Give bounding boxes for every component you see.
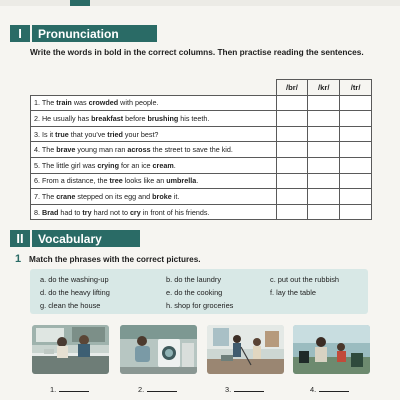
answer-line [147, 385, 177, 392]
picture-3-cleaning [207, 325, 284, 374]
phrase-item: e. do the cooking [166, 288, 223, 297]
bold-word: crane [56, 191, 76, 201]
pronunciation-instruction: Write the words in bold in the correct columns. Then practise reading the sentences. [30, 47, 364, 57]
answer-cell[interactable] [276, 189, 308, 205]
sentence-text: looks like an [122, 176, 167, 186]
bold-word: cry [129, 207, 141, 217]
answer-cell[interactable] [308, 95, 340, 111]
table-row [31, 95, 372, 111]
bold-word: crowded [88, 98, 119, 108]
table-row [31, 126, 372, 142]
table-row [31, 142, 372, 158]
sentence-cell [31, 157, 277, 173]
answer-cell[interactable] [308, 173, 340, 189]
bold-word: brave [56, 145, 76, 155]
answer-cell[interactable] [308, 204, 340, 220]
section-title: Vocabulary [32, 230, 140, 247]
table-row [31, 173, 372, 189]
bold-word: umbrella [166, 176, 197, 186]
cleaning-scene-image [207, 325, 284, 374]
picture-4-rubbish [293, 325, 370, 374]
bold-word: across [127, 145, 151, 155]
bold-word: tree [109, 176, 123, 186]
answer-cell[interactable] [276, 157, 308, 173]
sentence-text: young man ran [75, 145, 128, 155]
laundry-scene-image [120, 325, 197, 374]
answer-line [319, 385, 349, 392]
phrase-item: c. put out the rubbish [270, 275, 340, 284]
phrase-item: a. do the washing-up [40, 275, 109, 284]
sentence-text: 5. The little girl was [34, 160, 98, 170]
bold-word: true [55, 129, 69, 139]
answer-cell[interactable] [340, 204, 372, 220]
bold-word: crying [97, 160, 119, 170]
sentence-text: in front of his friends. [140, 207, 210, 217]
bold-word: Brad [42, 207, 59, 217]
answer-number: 2. [138, 385, 145, 394]
sentence-cell [31, 189, 277, 205]
table-row [31, 111, 372, 127]
answer-cell[interactable] [340, 95, 372, 111]
answer-blank-1[interactable] [50, 385, 89, 394]
rubbish-scene-image [293, 325, 370, 374]
vocabulary-header [10, 230, 140, 247]
answer-cell[interactable] [308, 142, 340, 158]
phrase-item: d. do the heavy lifting [40, 288, 110, 297]
answer-cell[interactable] [308, 126, 340, 142]
sentence-cell [31, 95, 277, 111]
answer-cell[interactable] [308, 189, 340, 205]
pronunciation-header [10, 25, 157, 42]
sentence-cell [31, 111, 277, 127]
sentence-text: 4. The [34, 145, 57, 155]
top-tab [70, 0, 90, 6]
answer-cell[interactable] [340, 111, 372, 127]
answer-cell[interactable] [340, 173, 372, 189]
sentence-text: 1. The [34, 98, 57, 108]
answer-number: 4. [310, 385, 317, 394]
table-corner [31, 80, 277, 96]
phrase-item: h. shop for groceries [166, 301, 234, 310]
picture-2-laundry [120, 325, 197, 374]
answer-blank-4[interactable] [310, 385, 349, 394]
table-row [31, 157, 372, 173]
sentence-text: with people. [118, 98, 159, 108]
sentence-text: . [196, 176, 199, 186]
answer-cell[interactable] [276, 173, 308, 189]
pronunciation-table [30, 79, 372, 220]
sentence-text: 8. [34, 207, 42, 217]
answer-blank-2[interactable] [138, 385, 177, 394]
bold-word: brushing [147, 113, 179, 123]
bold-word: breakfast [91, 113, 124, 123]
sentence-text: was [71, 98, 89, 108]
task-instruction: Match the phrases with the correct pictures. [29, 254, 201, 264]
sentence-cell [31, 142, 277, 158]
sentence-text: 6. From a distance, the [34, 176, 110, 186]
sentence-cell [31, 204, 277, 220]
sentence-text: 7. The [34, 191, 57, 201]
phrase-item: f. lay the table [270, 288, 317, 297]
table-row [31, 189, 372, 205]
kitchen-scene-image [32, 325, 109, 374]
phrase-box [30, 269, 368, 314]
answer-cell[interactable] [308, 157, 340, 173]
bold-word: broke [152, 191, 172, 201]
column-header: /br/ [276, 80, 308, 96]
sentence-text: 2. He usually has [34, 113, 92, 123]
bold-word: cream [152, 160, 174, 170]
answer-cell[interactable] [340, 189, 372, 205]
sentence-text: that you've [68, 129, 108, 139]
sentence-text: before [123, 113, 148, 123]
answer-cell[interactable] [276, 126, 308, 142]
answer-cell[interactable] [276, 204, 308, 220]
sentence-text: it. [171, 191, 180, 201]
answer-cell[interactable] [340, 157, 372, 173]
sentence-text: hard not to [91, 207, 130, 217]
sentence-text: his teeth. [178, 113, 210, 123]
answer-blank-3[interactable] [225, 385, 264, 394]
sentence-text: for an ice [118, 160, 153, 170]
task-1 [15, 253, 201, 265]
column-header: /tr/ [340, 80, 372, 96]
answer-cell[interactable] [276, 111, 308, 127]
sentence-cell [31, 126, 277, 142]
sentence-text: stepped on its egg and [75, 191, 153, 201]
phrase-item: g. clean the house [40, 301, 101, 310]
answer-cell[interactable] [340, 126, 372, 142]
section-numeral: II [10, 230, 30, 247]
task-number: 1 [15, 253, 22, 265]
sentence-text: had to [58, 207, 83, 217]
sentence-cell [31, 173, 277, 189]
sentence-text: your best? [122, 129, 159, 139]
bold-word: tried [107, 129, 123, 139]
table-header-row [31, 80, 372, 96]
answer-cell[interactable] [308, 111, 340, 127]
table-row [31, 204, 372, 220]
answer-cell[interactable] [276, 95, 308, 111]
section-title: Pronunciation [32, 25, 157, 42]
answer-line [234, 385, 264, 392]
answer-line [59, 385, 89, 392]
answer-number: 3. [225, 385, 232, 394]
section-numeral: I [10, 25, 30, 42]
phrase-item: b. do the laundry [166, 275, 222, 284]
sentence-text: . [173, 160, 176, 170]
top-strip [0, 0, 400, 6]
picture-1-washing-up [32, 325, 109, 374]
bold-word: train [56, 98, 72, 108]
column-header: /kr/ [308, 80, 340, 96]
sentence-text: the street to save the kid. [150, 145, 233, 155]
answer-number: 1. [50, 385, 57, 394]
answer-cell[interactable] [340, 142, 372, 158]
sentence-text: 3. Is it [34, 129, 56, 139]
answer-cell[interactable] [276, 142, 308, 158]
bold-word: try [82, 207, 92, 217]
